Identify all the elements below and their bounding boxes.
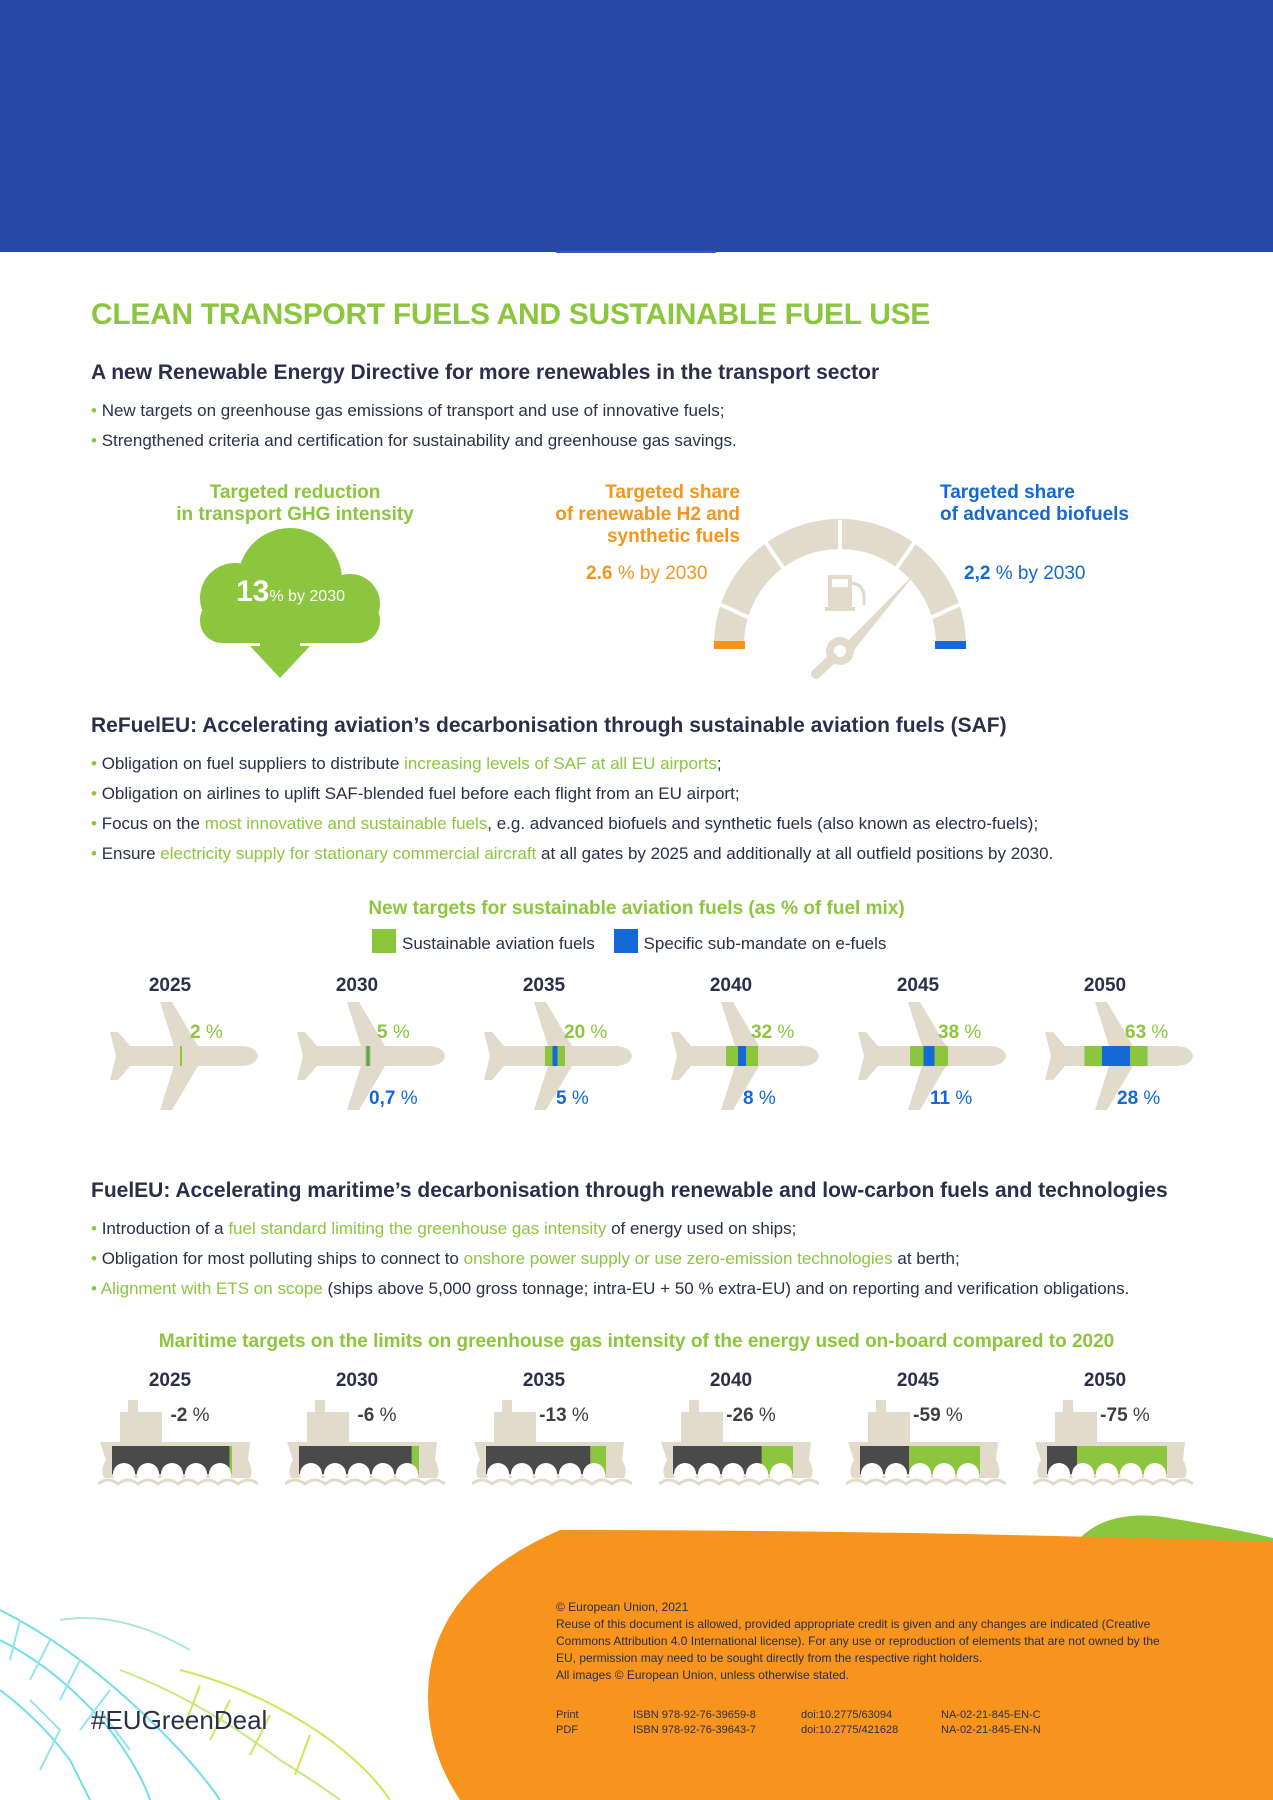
year-label: 2030	[335, 1370, 379, 1391]
saf-value-label: 63 %	[1125, 1022, 1169, 1043]
year-label: 2045	[896, 975, 940, 996]
year-label: 2045	[896, 1370, 940, 1391]
table-row: PDF ISBN 978-92-76-39643-7 doi:10.2775/421628 NA-02-21-845-EN-N	[556, 1723, 1041, 1736]
year-label: 2050	[1083, 975, 1127, 996]
biofuels-value: 2,2 % by 2030	[964, 563, 1086, 584]
ghg-value: 13% by 2030	[236, 575, 345, 608]
saf-value-label: 2 %	[190, 1022, 223, 1043]
legend-swatch	[372, 929, 396, 953]
list-item: • Alignment with ETS on scope (ships above 5,000 gross tonnage; intra-EU + 50 % extra-EU) and on reporting and verification obligations.	[91, 1279, 1130, 1298]
list-item: • New targets on greenhouse gas emissions of transport and use of innovative fuels;	[91, 401, 725, 420]
efuel-bar	[368, 1046, 369, 1066]
ghg-label: Targeted reduction in transport GHG intensity	[176, 482, 414, 525]
legend-item-saf: Sustainable aviation fuels	[372, 934, 595, 953]
reduction-value-label: -75 %	[1100, 1405, 1150, 1426]
year-label: 2040	[709, 975, 753, 996]
saf-value-label: 5 %	[377, 1022, 410, 1043]
h2-label: Targeted share of renewable H2 and synthetic fuels	[555, 482, 740, 547]
fuel-gauge-icon	[705, 515, 975, 685]
airplane-icon	[1035, 1000, 1195, 1110]
efuel-bar	[553, 1046, 558, 1066]
reduction-value-label: -26 %	[726, 1405, 776, 1426]
reduction-value-label: -2 %	[170, 1405, 210, 1426]
efuel-value-label: 0,7 %	[369, 1088, 418, 1109]
reduction-value-label: -6 %	[357, 1405, 397, 1426]
header-divider	[556, 251, 716, 253]
reduction-value-label: -59 %	[913, 1405, 963, 1426]
list-item: • Obligation on fuel suppliers to distribute increasing levels of SAF at all EU airports;	[91, 754, 722, 773]
saf-value-label: 38 %	[938, 1022, 982, 1043]
aviation-chart-title: New targets for sustainable aviation fuels (as % of fuel mix)	[368, 898, 905, 919]
list-item: • Ensure electricity supply for stationary commercial aircraft at all gates by 2025 and additionally at all outfield positions by 2030.	[91, 844, 1054, 863]
year-label: 2025	[148, 1370, 192, 1391]
hashtag: #EUGreenDeal	[91, 1705, 268, 1735]
fueleu-bullet-list	[91, 1214, 1129, 1304]
refuel-bullet-list	[91, 749, 1053, 869]
reduction-value-label: -13 %	[539, 1405, 589, 1426]
year-label: 2035	[522, 1370, 566, 1391]
efuel-value-label: 5 %	[556, 1088, 589, 1109]
efuel-value-label: 28 %	[1117, 1088, 1161, 1109]
maritime-chart-title: Maritime targets on the limits on greenhouse gas intensity of the energy used on-board compared to 2020	[158, 1331, 1115, 1352]
efuel-value-label: 8 %	[743, 1088, 776, 1109]
airplane-icon	[474, 1000, 634, 1110]
table-row: Print ISBN 978-92-76-39659-8 doi:10.2775/63094 NA-02-21-845-EN-C	[556, 1708, 1041, 1721]
efuel-bar	[738, 1046, 746, 1066]
saf-value-label: 20 %	[564, 1022, 608, 1043]
fueleu-heading: FuelEU: Accelerating maritime’s decarbonisation through renewable and low-carbon fuels and technologies	[91, 1179, 1168, 1202]
list-item: • Strengthened criteria and certification for sustainability and greenhouse gas savings.	[91, 431, 737, 450]
airplane-icon	[100, 1000, 260, 1110]
legend-swatch	[614, 929, 638, 953]
year-label: 2030	[335, 975, 379, 996]
saf-bar	[180, 1046, 182, 1066]
page-title: CLEAN TRANSPORT FUELS AND SUSTAINABLE FUEL USE	[91, 298, 931, 331]
year-label: 2035	[522, 975, 566, 996]
airplane-icon	[287, 1000, 447, 1110]
red-heading: A new Renewable Energy Directive for more renewables in the transport sector	[91, 361, 880, 384]
airplane-icon	[661, 1000, 821, 1110]
header-band	[0, 0, 1273, 252]
biofuels-label: Targeted share of advanced biofuels	[940, 482, 1129, 525]
list-item: • Obligation on airlines to uplift SAF-blended fuel before each flight from an EU airport;	[91, 784, 740, 803]
list-item: • Focus on the most innovative and sustainable fuels, e.g. advanced biofuels and synthetic fuels (also known as electro-fuels);	[91, 814, 1039, 833]
airplane-icon	[848, 1000, 1008, 1110]
efuel-value-label: 11 %	[930, 1088, 973, 1109]
list-item: • Introduction of a fuel standard limiting the greenhouse gas intensity of energy used on ships;	[91, 1219, 797, 1238]
year-label: 2025	[148, 975, 192, 996]
saf-value-label: 32 %	[751, 1022, 795, 1043]
year-label: 2050	[1083, 1370, 1127, 1391]
h2-value: 2.6 % by 2030	[586, 563, 708, 584]
list-item: • Obligation for most polluting ships to connect to onshore power supply or use zero-emission technologies at berth;	[91, 1249, 960, 1268]
footer-legal: © European Union, 2021 Reuse of this document is allowed, provided appropriate credit is given and any changes are indicated (Creative Commons Attribution 4.0 International license). For any use or reproduction of elements that are not owned by the EU, permission may need to be sought directly from the respective right holders. All images © European Union, unless otherwise stated.	[556, 1600, 1160, 1682]
refuel-heading: ReFuelEU: Accelerating aviation’s decarbonisation through sustainable aviation fuels (SAF)	[91, 714, 1007, 737]
aviation-legend	[372, 929, 900, 954]
year-label: 2040	[709, 1370, 753, 1391]
efuel-bar	[924, 1046, 935, 1066]
red-bullet-list	[91, 396, 737, 456]
legend-item-efuel: Specific sub-mandate on e-fuels	[614, 934, 887, 953]
efuel-bar	[1102, 1046, 1130, 1066]
publication-info	[556, 1707, 1041, 1737]
